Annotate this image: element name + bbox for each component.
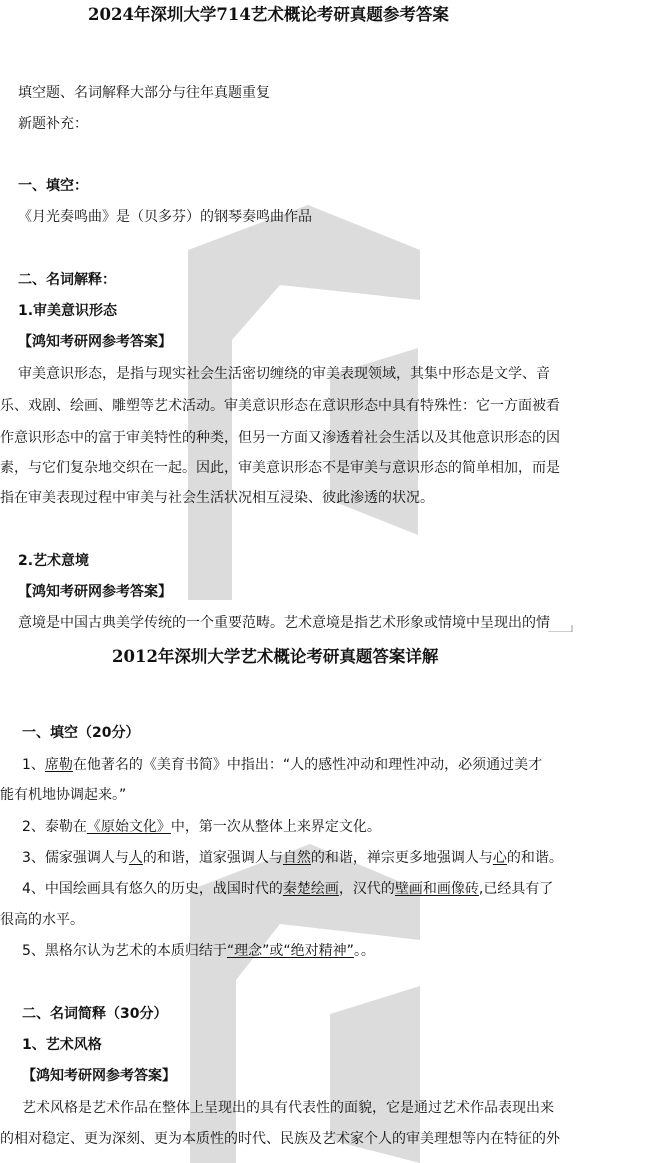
- reference-label: 【鸿知考研网参考答案】: [18, 584, 172, 600]
- paragraph-line: 素，与它们复杂地交织在一起。因此，审美意识形态不是审美与意识形态的简单相加，而是: [0, 460, 560, 476]
- page-title: 2012年深圳大学艺术概论考研真题答案详解: [112, 647, 439, 666]
- fill-question-5: 5、黑格尔认为艺术的本质归结于“理念”或“绝对精神”。。: [22, 943, 375, 959]
- term-heading: 1、艺术风格: [22, 1037, 102, 1053]
- answer-blank: 自然: [282, 850, 311, 866]
- answer-blank: 心: [492, 850, 507, 866]
- fill-question-4-cont: 很高的水平。: [0, 912, 84, 928]
- answer-blank: 《原始文化》: [86, 819, 171, 835]
- answer-blank: “理念”或“绝对精神”: [226, 943, 354, 959]
- paragraph-line: 审美意识形态，是指与现实社会生活密切缠绕的审美表现领域，其集中形态是文学、音: [18, 366, 550, 382]
- paragraph-line: 乐、戏剧、绘画、雕塑等艺术活动。审美意识形态在意识形态中具有特殊性：它一方面被看: [0, 398, 560, 414]
- paragraph-line: 作意识形态中的富于审美特性的种类，但另一方面又渗透着社会生活以及其他意识形态的因: [0, 430, 560, 446]
- fill-question-3: 3、儒家强调人与人的和谐，道家强调人与自然的和谐，禅宗更多地强调人与心的和谐。: [22, 850, 563, 866]
- section-heading: 一、填空（20分）: [22, 725, 140, 741]
- paragraph-line: 艺术风格是艺术作品在整体上呈现出的具有代表性的面貌，它是通过艺术作品表现出来: [22, 1100, 554, 1116]
- answer-blank: 秦楚绘画: [282, 881, 339, 897]
- intro-line: 填空题、名词解释大部分与往年真题重复: [18, 85, 270, 101]
- page-title: 2024年深圳大学714艺术概论考研真题参考答案: [88, 5, 449, 24]
- fill-answer: 《月光奏鸣曲》是（贝多芬）的钢琴奏鸣曲作品: [18, 209, 312, 225]
- fill-question-1: 1、席勒在他著名的《美育书简》中指出：“人的感性冲动和理性冲动，必须通过美才: [22, 757, 543, 773]
- paragraph-line: 的相对稳定、更为深刻、更为本质性的时代、民族及艺术家个人的审美理想等内在特征的外: [0, 1131, 560, 1147]
- section-heading: 一、填空：: [18, 178, 88, 194]
- term-heading: 1.审美意识形态: [18, 303, 118, 319]
- answer-blank: 人: [128, 850, 143, 866]
- term-heading: 2.艺术意境: [18, 553, 90, 569]
- reference-label: 【鸿知考研网参考答案】: [22, 1068, 176, 1084]
- fill-question-1-cont: 能有机地协调起来。”: [0, 787, 127, 803]
- fill-question-4: 4、中国绘画具有悠久的历史，战国时代的秦楚绘画，汉代的壁画和画像砖,已经具有了: [22, 881, 554, 897]
- fill-question-2: 2、泰勒在《原始文化》中，第一次从整体上来界定文化。: [22, 819, 381, 835]
- answer-blank: 壁画和画像砖: [394, 881, 479, 897]
- paragraph-line: 意境是中国古典美学传统的一个重要范畴。艺术意境是指艺术形象或情境中呈现出的情: [18, 615, 550, 631]
- paragraph-line: 指在审美表现过程中审美与社会生活状况相互浸染、彼此渗透的状况。: [0, 490, 434, 506]
- section-heading: 二、名词解释：: [18, 272, 116, 288]
- page-corner-mark: [548, 625, 574, 632]
- reference-label: 【鸿知考研网参考答案】: [18, 334, 172, 350]
- section-heading: 二、名词简释（30分）: [22, 1006, 168, 1022]
- document-page-2: [0, 632, 647, 1163]
- intro-line: 新题补充：: [18, 116, 88, 132]
- answer-blank: 席勒: [44, 757, 73, 773]
